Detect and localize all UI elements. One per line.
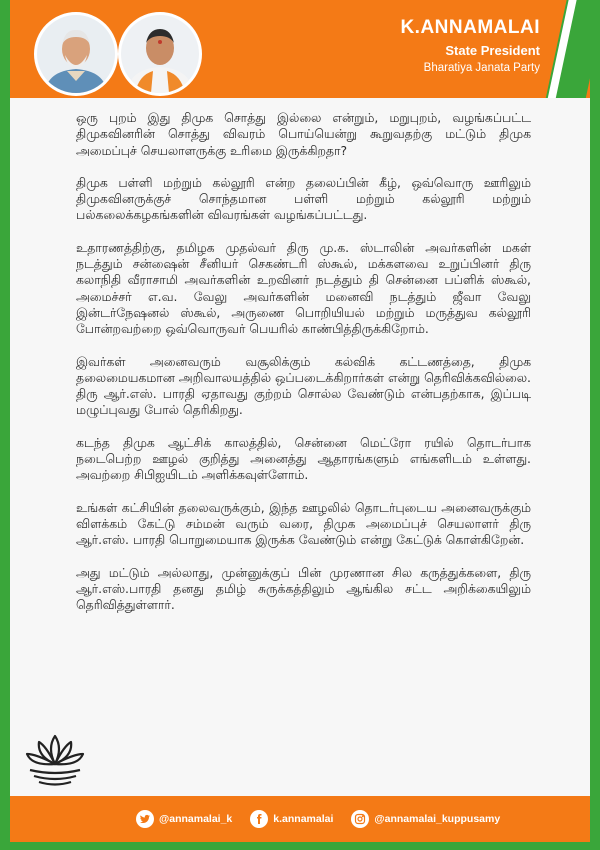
instagram-handle[interactable] [351,810,500,828]
statement-paragraph: அது மட்டும் அல்லாது, முன்னுக்குப் பின் முரணான சில கருத்துக்களை, திரு ஆர்.எஸ்.பாரதி தனது தமிழ் சுருக்கத்திலும் ஆங்கில சட்ட அறிக்கையிலும் தெரிவித்துள்ளார். [76,564,531,613]
statement-paragraph: ஒரு புறம் இது திமுக சொத்து இல்லை என்றும், மறுபுறம், வழங்கப்பட்ட திமுகவினரின் சொத்து விவரம் பொய்யென்று கூறுவதற்கு மட்டும் திமுக அமைப்புச் செயலாளருக்கு உரிமை இருக்கிறதா? [76,110,531,158]
sender-role: State President [445,43,540,58]
statement-paragraph: உதாரணத்திற்கு, தமிழக முதல்வர் திரு மு.க. ஸ்டாலின் அவர்களின் மகள் நடத்தும் சன்ஷைன் சீனியர் செகண்டரி ஸ்கூல், மக்களவை உறுப்பினர் திரு கலாநிதி வீராசாமி அவர்களின் உறவினர் நடத்தும் தி சென்னை பப்ளிக் ஸ்கூல், அமைச்சர் எ.வ. வேலு அவர்களின் மனைவி நடத்தும் ஜீவா வேலு இன்டர்நேஷனல் ஸ்கூல், அருணை பொறியியல் மற்றும் மருத்துவ கல்லூரி போன்றவற்றை ஒவ்வொருவர் பெயரில் காண்பித்திருக்கிறோம். [76,239,531,337]
statement-paragraph: உங்கள் கட்சியின் தலைவருக்கும், இந்த ஊழலில் தொடர்புடைய அனைவருக்கும் விளக்கம் கேட்டு சம்மன் வரும் வரை, திமுக அமைப்புச் செயலாளர் திரு ஆர்.எஸ். பாரதி பொறுமையாக இருக்க வேண்டும் என்று கேட்டுக் கொள்கிறேன். [76,499,531,548]
avatar-leader-2 [118,12,202,96]
avatar-leader-1 [34,12,118,96]
twitter-handle[interactable] [136,810,232,828]
facebook-handle-text: k.annamalai [273,813,334,825]
right-green-stripe [590,0,600,850]
sender-name: K.ANNAMALAI [400,17,540,38]
lotus-logo [22,730,88,792]
letterhead-footer [10,796,590,842]
statement-paragraph: கடந்த திமுக ஆட்சிக் காலத்தில், சென்னை மெட்ரோ ரயில் தொடர்பாக நடைபெற்ற ஊழல் குறித்து அனைத்து ஆதாரங்களும் எங்களிடம் உள்ளது. அவற்றை சிபிஐயிடம் அளிக்கவுள்ளோம். [76,434,531,483]
twitter-icon [136,810,154,828]
social-links [136,810,518,828]
instagram-icon [351,810,369,828]
facebook-icon [250,810,268,828]
instagram-handle-text: @annamalai_kuppusamy [374,813,501,825]
statement-paragraph: திமுக பள்ளி மற்றும் கல்லூரி என்ற தலைப்பின் கீழ், ஒவ்வொரு ஊரிலும் திமுகவினருக்குச் சொந்தமான பள்ளி மற்றும் கல்லூரி மற்றும் பல்கலைக்கழகங்களின் விவரங்கள் வழங்கப்பட்டது. [76,174,531,223]
twitter-handle-text: @annamalai_k [159,813,233,825]
facebook-handle[interactable] [250,810,333,828]
left-green-stripe [0,0,10,850]
footer-green-band [10,842,590,850]
statement-paragraph: இவர்கள் அனைவரும் வசூலிக்கும் கல்விக் கட்டணத்தை, திமுக தலைமையகமான அறிவாலயத்தில் ஒப்படைக்கிறார்கள் என்று தெரிவிக்கவில்லை. திரு ஆர்.எஸ். பாரதி ஏதாவது குற்றம் சொல்ல வேண்டும் என்பதற்காக, இப்படி மழுப்புவது போல் தெரிகிறது. [76,353,531,418]
sender-party: Bharatiya Janata Party [423,62,540,74]
statement-body [76,110,531,629]
letterhead-header [10,0,590,98]
letterhead-title-block [400,16,540,76]
